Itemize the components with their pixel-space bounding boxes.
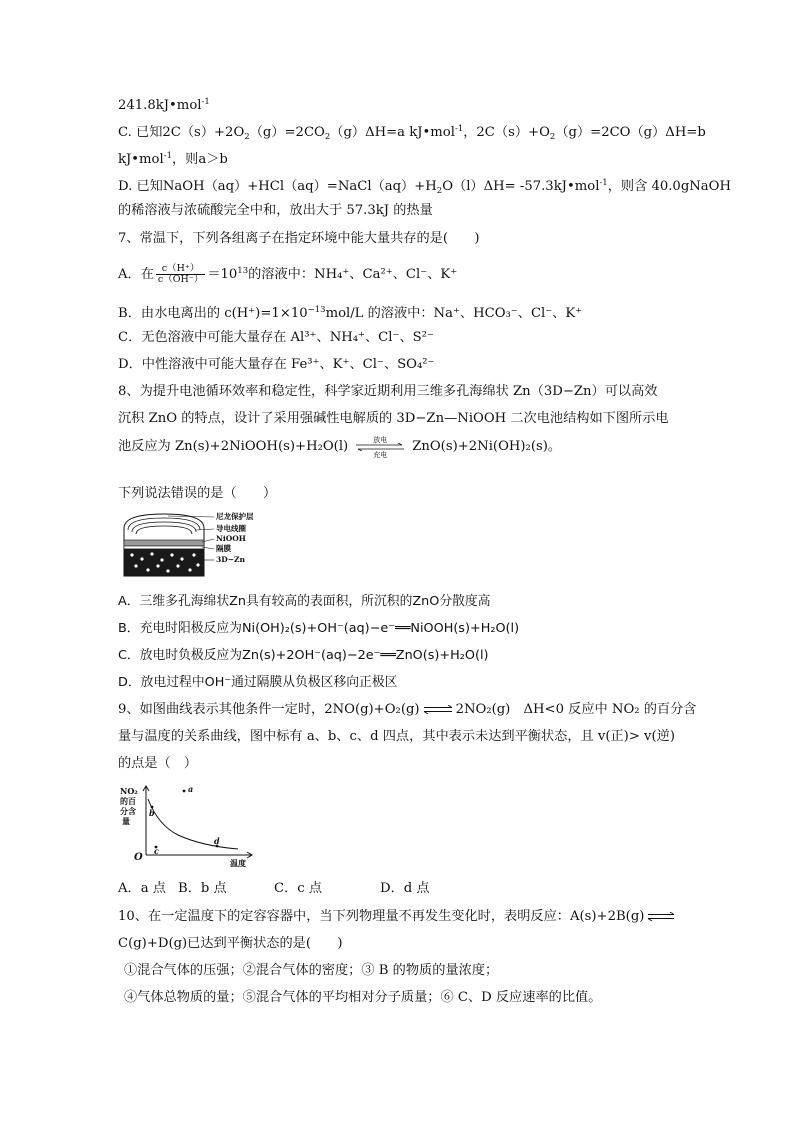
- question-9-options: [118, 880, 678, 897]
- battery-diagram: [118, 510, 278, 582]
- question-9-line-2: 量与温度的关系曲线，图中标有 a、b、c、d 四点，其中表示未达到平衡状态，且 v(正)> v(逆): [118, 729, 675, 744]
- question-8-option-d: D．放电过程中OH⁻通过隔膜从负极区移向正极区: [118, 675, 398, 690]
- question-8-line-3: 池反应为 Zn(s)+2NiOOH(s)+H₂O(l) 放电 充电 ZnO(s)+2Ni(OH)₂(s)。: [118, 435, 562, 459]
- question-10-line-2: C(g)+D(g)已达到平衡状态的是( ): [118, 936, 343, 951]
- question-9-option-b: B．b 点: [178, 881, 227, 896]
- label-conductive-coil: 导电线圈: [216, 524, 246, 533]
- ylabel-1: NO₂: [120, 786, 138, 796]
- reversible-arrow: 放电 充电: [354, 436, 406, 458]
- label-nylon-layer: 尼龙保护层: [216, 512, 254, 521]
- label-niooh: NiOOH: [216, 534, 246, 543]
- question-9-line-3: 的点是（ ）: [118, 756, 198, 771]
- ylabel-4: 量: [122, 816, 130, 826]
- question-8-option-c: C．放电时负极反应为Zn(s)+2OH⁻(aq)−2e⁻══ZnO(s)+H₂O(l): [118, 648, 489, 663]
- fraction: $\frac{c(H^+)}{c(OH^-)}$: [157, 263, 204, 285]
- option-6c-line-2: kJ•mol$^{-1}$，则a＞b: [118, 151, 228, 167]
- temperature-graph: [118, 783, 258, 871]
- equilibrium-arrow: [423, 705, 453, 714]
- label-3d-zn: 3D−Zn: [216, 555, 245, 564]
- question-8-option-a: A．三维多孔海绵状Zn具有较高的表面积，所沉积的ZnO分散度高: [118, 594, 491, 609]
- question-8-option-b: B．充电时阳极反应为Ni(OH)₂(s)+OH⁻(aq)−e⁻══NiOOH(s)+H₂O(l): [118, 621, 520, 636]
- question-10-line-4: ④气体总物质的量；⑤混合气体的平均相对分子质量；⑥ C、D 反应速率的比值。: [124, 990, 602, 1005]
- question-8-line-2: 沉积 ZnO 的特点，设计了采用强碱性电解质的 3D−Zn—NiOOH 二次电池结构如下图所示电: [118, 411, 669, 426]
- question-9-option-c: C．c 点: [274, 881, 323, 896]
- question-9-line-1: 9、如图曲线表示其他条件一定时，2NO(g)+O₂(g) 2NO₂(g) ΔH<0 反应中 NO₂ 的百分含: [118, 702, 697, 717]
- label-a: a: [188, 784, 194, 794]
- text-line-1: 241.8kJ•mol$^{-1}$: [118, 97, 210, 113]
- question-7-option-d: D．中性溶液中可能大量存在 Fe³⁺、K⁺、Cl⁻、SO₄²⁻: [118, 357, 435, 372]
- question-7-option-b: B．由水电离出的 $c(H^+)=1\times 10^{-13}mol/L$ 的溶液中：Na⁺、HCO₃⁻、Cl⁻、K⁺: [118, 305, 583, 321]
- question-10-line-1: 10、在一定温度下的定容容器中，当下列物理量不再发生变化时，表明反应：A(s)+2B(g): [118, 908, 678, 925]
- battery-figure: [118, 510, 278, 582]
- option-6c-line-1: C. 已知$2C(s)+2O_2(g)=2CO_2(g)\Delta H=a$ kJ•mol$^{-1}$，$2C(s)+O_2(g)=2CO(g)\Delta H=b$: [118, 124, 706, 142]
- question-7-title: 7、常温下，下列各组离子在指定环境中能大量共存的是( ): [118, 231, 480, 246]
- label-b: b: [149, 808, 155, 818]
- question-8-line-1: 8、为提升电池循环效率和稳定性，科学家近期利用三维多孔海绵状 Zn（3D−Zn）可以高效: [118, 384, 658, 399]
- label-d: d: [214, 836, 220, 846]
- origin-label: O: [134, 852, 143, 863]
- point-a: [183, 790, 186, 793]
- question-7-option-c: C．无色溶液中可能大量存在 Al³⁺、NH₄⁺、Cl⁻、S²⁻: [118, 330, 434, 345]
- question-10-line-3: ①混合气体的压强；②混合气体的密度；③ B 的物质的量浓度；: [124, 963, 499, 978]
- label-c: c: [154, 846, 159, 856]
- xlabel: 温度: [230, 858, 246, 868]
- label-separator: 隔膜: [216, 544, 231, 553]
- question-7-option-a: A．在 $\frac{c(H^+)}{c(OH^-)}$ $=10^{13}$的溶液中：NH₄⁺、Ca²⁺、Cl⁻、K⁺: [118, 263, 458, 285]
- ylabel-2: 的百: [120, 796, 136, 806]
- option-6d-line-1: D. 已知$NaOH(aq)+HCl(aq)=NaCl(aq)+H_2O(l)\Delta H=$ -57.3kJ•mol$^{-1}$，则含 40.0gNaOH: [118, 178, 731, 196]
- option-6d-line-2: 的稀溶液与浓硫酸完全中和，放出大于 57.3kJ 的热量: [118, 203, 433, 218]
- question-8-ask: 下列说法错误的是（ ）: [118, 486, 277, 501]
- question-9-option-d: D．d 点: [380, 881, 430, 896]
- ylabel-3: 分含: [120, 806, 136, 816]
- equilibrium-arrow-2: [647, 912, 675, 921]
- question-9-option-a: A．a 点: [118, 881, 166, 896]
